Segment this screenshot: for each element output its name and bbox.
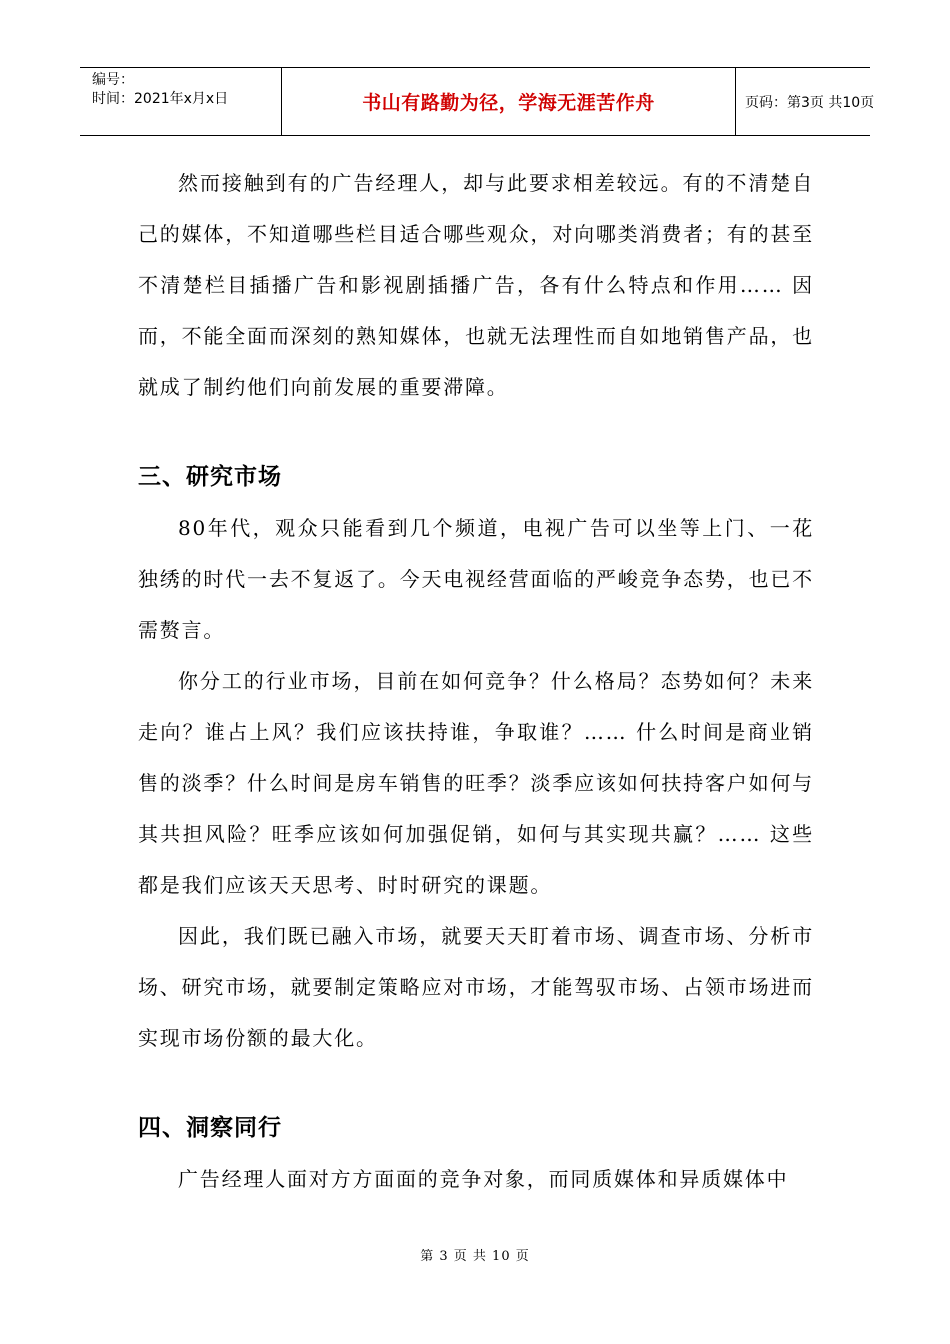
header-meta <box>80 68 280 135</box>
section-heading: 四、洞察同行 <box>138 1115 282 1141</box>
section-spacer <box>138 413 814 452</box>
doc-date-label: 时间：2021年x月x日 <box>92 91 229 107</box>
paragraph: 80年代，观众只能看到几个频道，电视广告可以坐等上门、一花独绣的时代一去不复返了。今天电视经营面临的严峻竞争态势，也已不需赘言。 <box>138 516 814 642</box>
section-spacer <box>138 1064 814 1103</box>
paragraph: 因此，我们既已融入市场，就要天天盯着市场、调查市场、分析市场、研究市场，就要制定策略应对市场，才能驾驭市场、占领市场进而实现市场份额的最大化。 <box>138 924 814 1050</box>
page-footer: 第 3 页 共 10 页 <box>420 1249 530 1264</box>
document-body <box>138 158 814 1205</box>
header-motto: 书山有路勤为径，学海无涯苦作舟 <box>362 92 655 114</box>
section-heading: 三、研究市场 <box>138 464 282 490</box>
doc-number-label: 编号： <box>92 72 134 88</box>
page-header <box>80 67 875 136</box>
paragraph: 广告经理人面对方方面面的竞争对象，而同质媒体和异质媒体中 <box>178 1167 789 1191</box>
paragraph: 然而接触到有的广告经理人，却与此要求相差较远。有的不清楚自己的媒体，不知道哪些栏目适合哪些观众，对向哪类消费者；有的甚至不清楚栏目插播广告和影视剧插播广告，各有什么特点和作用…… 因而，不能全面而深刻的熟知媒体，也就无法理性而自如地销售产品，也就成了制约他们向前发展的重要滞障。 <box>138 171 814 399</box>
paragraph: 你分工的行业市场，目前在如何竞争？什么格局？态势如何？未来走向？谁占上风？我们应该扶持谁，争取谁？…… 什么时间是商业销售的淡季？什么时间是房车销售的旺季？淡季应该如何扶持客户如何与其共担风险？旺季应该如何加强促销，如何与其实现共赢？…… 这些都是我们应该天天思考、时时研究的课题。 <box>138 669 814 897</box>
header-motto-cell <box>281 68 736 135</box>
header-page-info: 页码：第3页 共10页 <box>745 94 875 111</box>
